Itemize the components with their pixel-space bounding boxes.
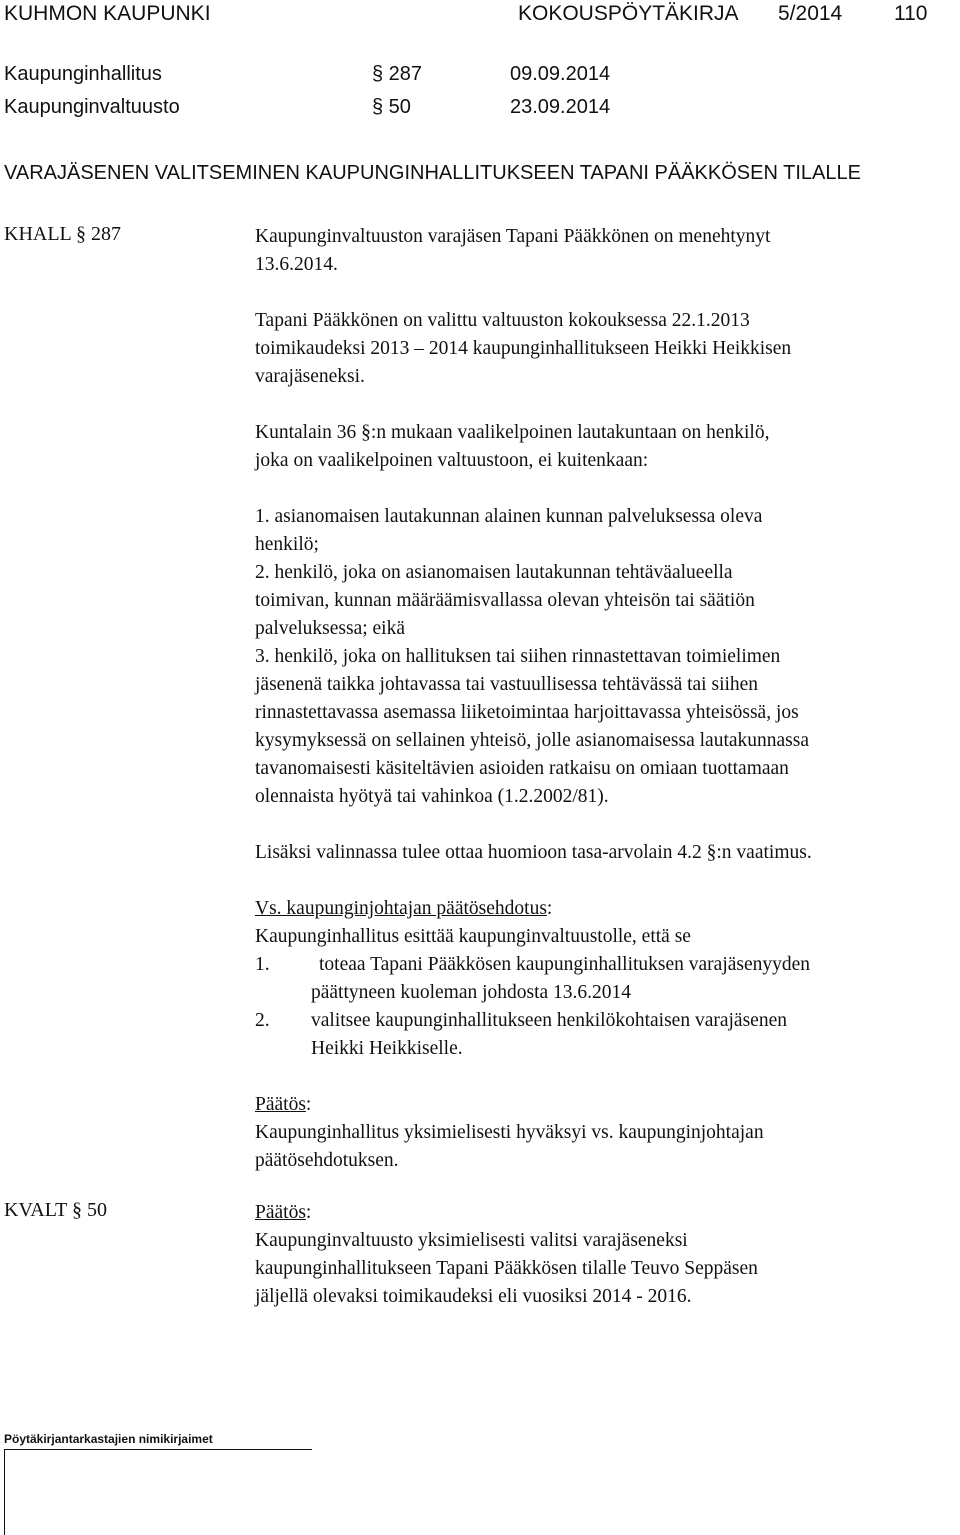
text-line: Lisäksi valinnassa tulee ottaa huomioon tasa-arvolain 4.2 §:n vaatimus. xyxy=(255,842,812,863)
decision-heading: Päätös xyxy=(255,1202,306,1223)
list-line: kysymyksessä on sellainen yhteisö, jolle asianomaisessa lautakunnassa xyxy=(255,730,810,751)
text-line: valitsee kaupunginhallitukseen henkilökohtaisen varajäsenen xyxy=(311,1010,787,1031)
meta-section-1: § 287 xyxy=(372,63,423,85)
list-line: jäsenenä taikka johtavassa tai vastuullisessa tehtävässä tai siihen xyxy=(255,674,759,695)
text-line: päätösehdotuksen. xyxy=(255,1150,399,1171)
text-line: Kaupunginvaltuuston varajäsen Tapani Pääkkönen on menehtynyt xyxy=(255,226,771,247)
text-line: toteaa Tapani Pääkkösen kaupunginhallituksen varajäsenyyden xyxy=(319,954,811,975)
issue-number: 5/2014 xyxy=(778,2,843,25)
text-line: toimikaudeksi 2013 – 2014 kaupunginhallitukseen Heikki Heikkisen xyxy=(255,338,792,359)
proposal-heading: Vs. kaupunginjohtajan päätösehdotus xyxy=(255,898,547,919)
signature-box-top-line xyxy=(4,1449,312,1450)
paragraph-election-history xyxy=(255,307,945,391)
khall-body xyxy=(255,223,945,1175)
page-number: 110 xyxy=(894,2,928,25)
section-label-khall: KHALL § 287 xyxy=(4,223,122,245)
kvalt-decision xyxy=(255,1199,945,1311)
text-line: 13.6.2014. xyxy=(255,254,338,275)
list-line: rinnastettavassa asemassa liiketoimintaa harjoittavassa yhteisössä, jos xyxy=(255,702,799,723)
list-line: 3. henkilö, joka on hallituksen tai siihen rinnastettavan toimielimen xyxy=(255,646,781,667)
proposal-item-number: 2. xyxy=(255,1010,270,1031)
khall-decision xyxy=(255,1091,945,1175)
meta-date-1: 09.09.2014 xyxy=(510,63,611,85)
list-line: olennaista hyötyä tai vahinkoa (1.2.2002/81). xyxy=(255,786,609,807)
meta-section-2: § 50 xyxy=(372,96,411,118)
decision-heading-colon: : xyxy=(305,1202,312,1223)
paragraph-death-notice xyxy=(255,223,945,279)
text-line: Tapani Pääkkönen on valittu valtuuston kokouksessa 22.1.2013 xyxy=(255,310,750,331)
list-line: 2. henkilö, joka on asianomaisen lautakunnan tehtäväalueella xyxy=(255,562,733,583)
meta-body-2: Kaupunginvaltuusto xyxy=(4,96,180,118)
proposal-item xyxy=(255,1007,945,1063)
proposal-heading-colon: : xyxy=(546,898,553,919)
paragraph-equality-act xyxy=(255,839,945,867)
signature-box-left-line xyxy=(4,1449,5,1535)
list-line: henkilö; xyxy=(255,534,319,555)
organization-name: KUHMON KAUPUNKI xyxy=(4,2,211,25)
proposal-item xyxy=(255,951,945,1007)
kvalt-body xyxy=(255,1199,945,1311)
list-line: palveluksessa; eikä xyxy=(255,618,405,639)
eligibility-list xyxy=(255,503,945,811)
text-line: jäljellä olevaksi toimikaudeksi eli vuosiksi 2014 - 2016. xyxy=(255,1286,692,1307)
text-line: Kuntalain 36 §:n mukaan vaalikelpoinen lautakuntaan on henkilö, xyxy=(255,422,770,443)
text-line: kaupunginhallitukseen Tapani Pääkkösen tilalle Teuvo Seppäsen xyxy=(255,1258,758,1279)
decision-heading: Päätös xyxy=(255,1094,306,1115)
signature-label: Pöytäkirjantarkastajien nimikirjaimet xyxy=(4,1432,213,1446)
section-label-kvalt: KVALT § 50 xyxy=(4,1199,107,1221)
text-line: päättyneen kuoleman johdosta 13.6.2014 xyxy=(311,982,632,1003)
text-line: joka on vaalikelpoinen valtuustoon, ei kuitenkaan: xyxy=(255,450,649,471)
document-type: KOKOUSPÖYTÄKIRJA xyxy=(518,2,739,25)
list-line: 1. asianomaisen lautakunnan alainen kunnan palveluksessa oleva xyxy=(255,506,763,527)
text-line: Kaupunginhallitus yksimielisesti hyväksyi vs. kaupunginjohtajan xyxy=(255,1122,764,1143)
page-title: VARAJÄSENEN VALITSEMINEN KAUPUNGINHALLITUKSEEN TAPANI PÄÄKKÖSEN TILALLE xyxy=(4,162,861,184)
decision-heading-colon: : xyxy=(305,1094,312,1115)
meta-date-2: 23.09.2014 xyxy=(510,96,611,118)
text-line: Heikki Heikkiselle. xyxy=(311,1038,463,1059)
text-line: varajäseneksi. xyxy=(255,366,365,387)
proposal-item-number: 1. xyxy=(255,954,270,975)
text-line: Kaupunginvaltuusto yksimielisesti valitsi varajäseneksi xyxy=(255,1230,688,1251)
proposal-block xyxy=(255,895,945,951)
paragraph-municipal-law xyxy=(255,419,945,475)
meta-body-1: Kaupunginhallitus xyxy=(4,63,162,85)
proposal-intro: Kaupunginhallitus esittää kaupunginvaltuustolle, että se xyxy=(255,926,691,947)
list-line: tavanomaisesti käsiteltävien asioiden ratkaisu on omiaan tuottamaan xyxy=(255,758,789,779)
list-line: toimivan, kunnan määräämisvallassa olevan yhteisön tai säätiön xyxy=(255,590,755,611)
